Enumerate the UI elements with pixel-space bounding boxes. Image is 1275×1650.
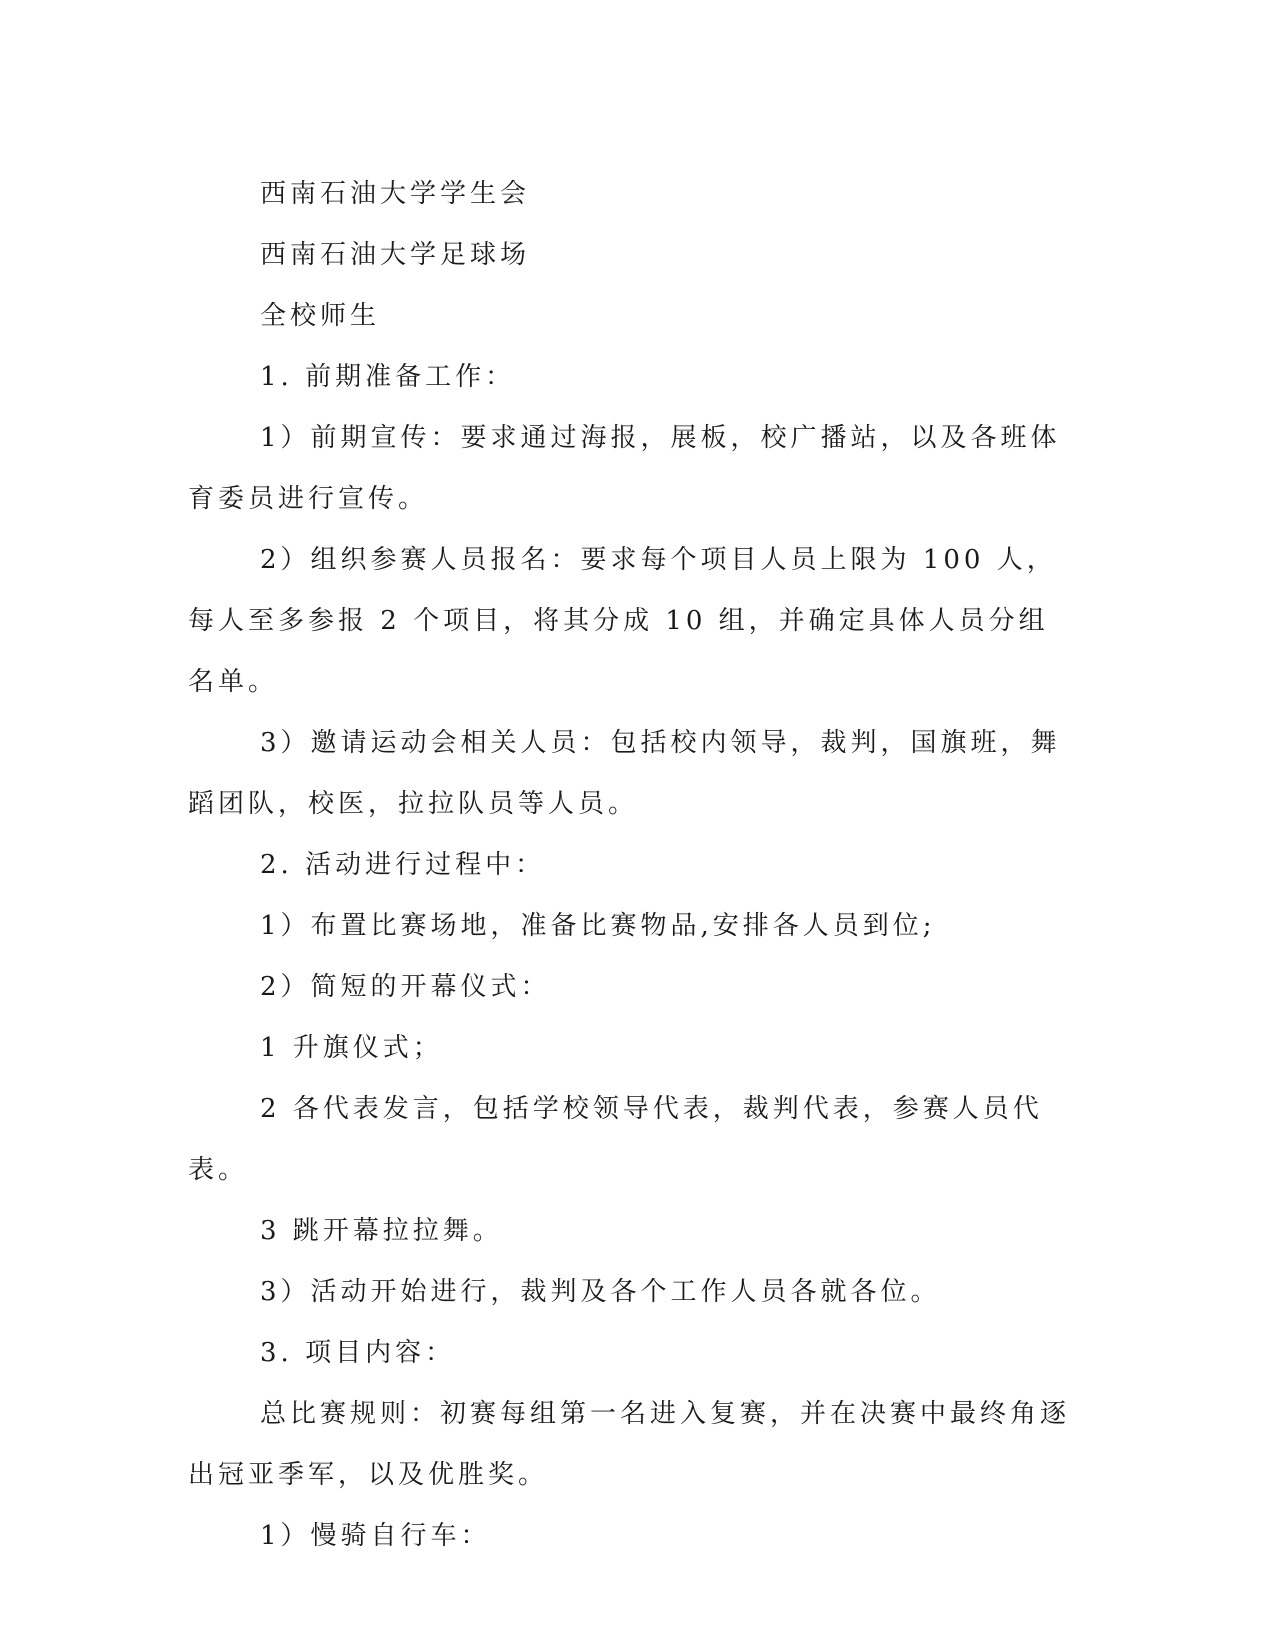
paragraph-activity-start: 3）活动开始进行，裁判及各个工作人员各就各位。	[260, 1277, 941, 1307]
organizer-line: 西南石油大学学生会	[260, 179, 531, 209]
audience-line: 全校师生	[260, 301, 381, 331]
section-heading-events: 3. 项目内容：	[260, 1338, 456, 1368]
paragraph-publicity: 1）前期宣传：要求通过海报，展板，校广播站，以及各班体育委员进行宣传。	[188, 423, 1061, 514]
section-heading-preparation: 1. 前期准备工作：	[260, 362, 516, 392]
venue-line: 西南石油大学足球场	[260, 240, 531, 270]
document-body	[188, 164, 1078, 1567]
paragraph-registration: 2）组织参赛人员报名：要求每个项目人员上限为 100 人，每人至多参报 2 个项目，将其分成 10 组，并确定具体人员分组名单。	[188, 545, 1057, 697]
paragraph-rules: 总比赛规则：初赛每组第一名进入复赛，并在决赛中最终角逐出冠亚季军，以及优胜奖。	[188, 1399, 1071, 1490]
list-item-cheer-dance: 3 跳开幕拉拉舞。	[260, 1216, 503, 1246]
paragraph-slow-cycling: 1）慢骑自行车：	[260, 1521, 491, 1551]
section-heading-process: 2. 活动进行过程中：	[260, 850, 546, 880]
list-item-flag-raising: 1 升旗仪式；	[260, 1033, 443, 1063]
list-item-speeches: 2 各代表发言，包括学校领导代表，裁判代表，参赛人员代表。	[188, 1094, 1043, 1185]
paragraph-venue-setup: 1）布置比赛场地，准备比赛物品,安排各人员到位;	[260, 911, 936, 941]
paragraph-opening-ceremony: 2）简短的开幕仪式：	[260, 972, 551, 1002]
paragraph-invitations: 3）邀请运动会相关人员：包括校内领导，裁判，国旗班，舞蹈团队，校医，拉拉队员等人员。	[188, 728, 1061, 819]
